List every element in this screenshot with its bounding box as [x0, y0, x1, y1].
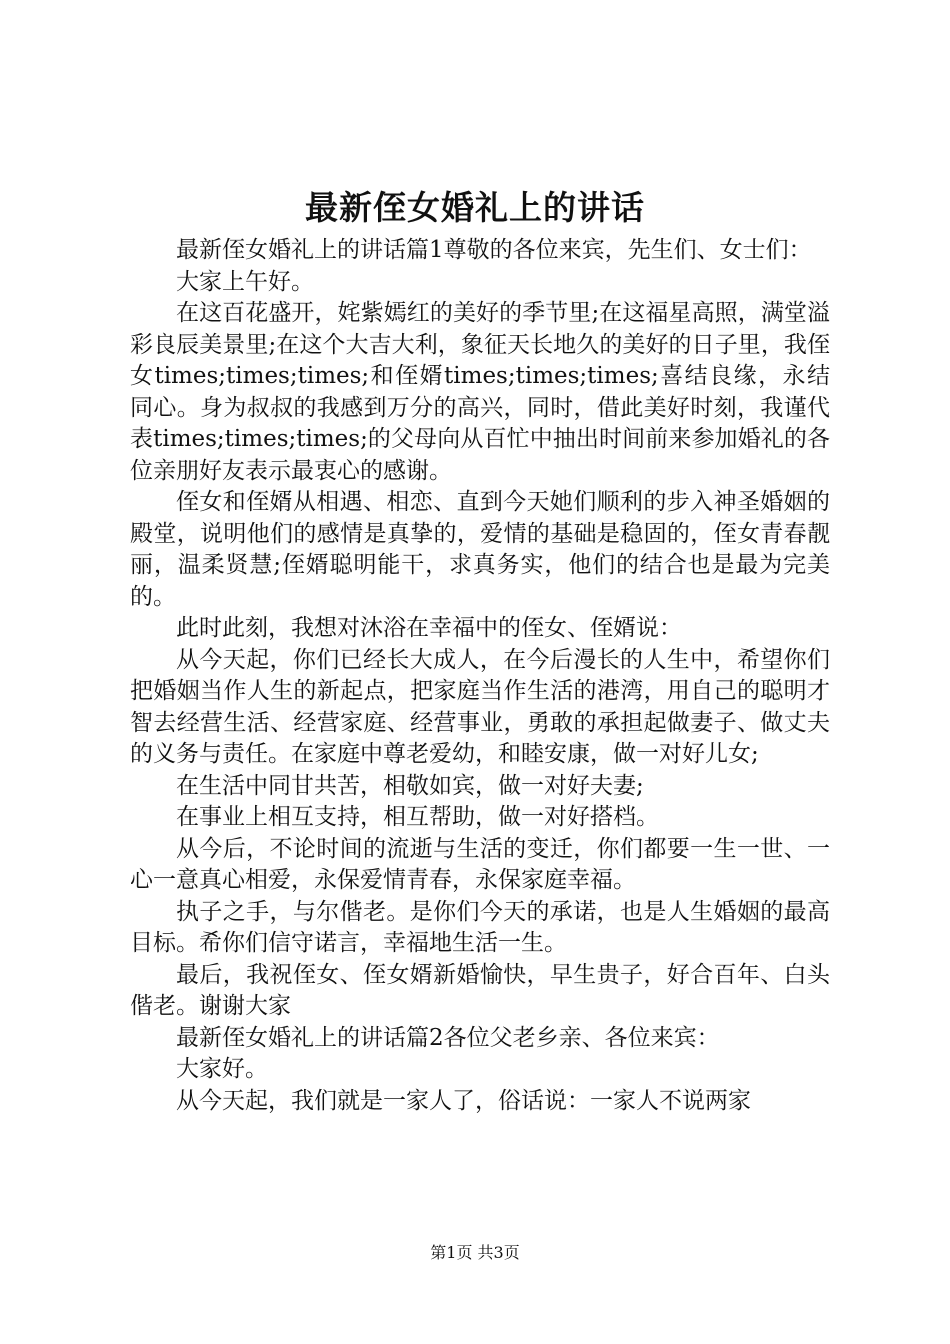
paragraph: 从今天起，你们已经长大成人，在今后漫长的人生中，希望你们把婚姻当作人生的新起点，把家庭当作生活的港湾，用自己的聪明才智去经营生活、经营家庭、经营事业，勇敢的承担起做妻子、做丈夫的义务与责任。在家庭中尊老爱幼，和睦安康，做一对好儿女; — [130, 646, 830, 767]
paragraph: 侄女和侄婿从相遇、相恋、直到今天她们顺利的步入神圣婚姻的殿堂，说明他们的感情是真挚的，爱情的基础是稳固的，侄女青春靓丽，温柔贤慧;侄婿聪明能干，求真务实，他们的结合也是最为完美的。 — [130, 489, 830, 610]
paragraph: 大家好。 — [176, 1056, 268, 1082]
paragraph: 在事业上相互支持，相互帮助，做一对好搭档。 — [176, 804, 659, 830]
page-number-footer: 第1页 共3页 — [430, 1243, 520, 1262]
paragraph: 大家上午好。 — [176, 268, 314, 295]
paragraph: 从今天起，我们就是一家人了，俗话说：一家人不说两家 — [176, 1087, 751, 1114]
paragraph: 最新侄女婚礼上的讲话篇1尊敬的各位来宾，先生们、女士们： — [176, 237, 812, 263]
document-title: 最新侄女婚礼上的讲话 — [305, 188, 645, 227]
paragraph: 最新侄女婚礼上的讲话篇2各位父老乡亲、各位来宾： — [176, 1024, 720, 1051]
paragraph: 从今后，不论时间的流逝与生活的变迁，你们都要一生一世、一心一意真心相爱，永保爱情青春，永保家庭幸福。 — [130, 835, 830, 893]
paragraph: 执子之手，与尔偕老。是你们今天的承诺，也是人生婚姻的最高目标。希你们信守诺言，幸福地生活一生。 — [130, 898, 830, 956]
paragraph: 此时此刻，我想对沐浴在幸福中的侄女、侄婿说： — [176, 615, 682, 641]
document-body — [130, 235, 830, 1117]
paragraph: 最后，我祝侄女、侄女婿新婚愉快，早生贵子，好合百年、白头偕老。谢谢大家 — [130, 961, 830, 1019]
paragraph: 在生活中同甘共苦，相敬如宾，做一对好夫妻; — [176, 772, 644, 799]
paragraph: 在这百花盛开，姹紫嫣红的美好的季节里;在这福星高照，满堂溢彩良辰美景里;在这个大吉大利，象征天长地久的美好的日子里，我侄女times;times;times;和侄婿times;times;times;喜结良缘，永结同心。身为叔叔的我感到万分的高兴，同时，借此美好时刻，我谨代表times;times;times;的父母向从百忙中抽出时间前来参加婚礼的各位亲朋好友表示最衷心的感谢。 — [130, 300, 830, 484]
